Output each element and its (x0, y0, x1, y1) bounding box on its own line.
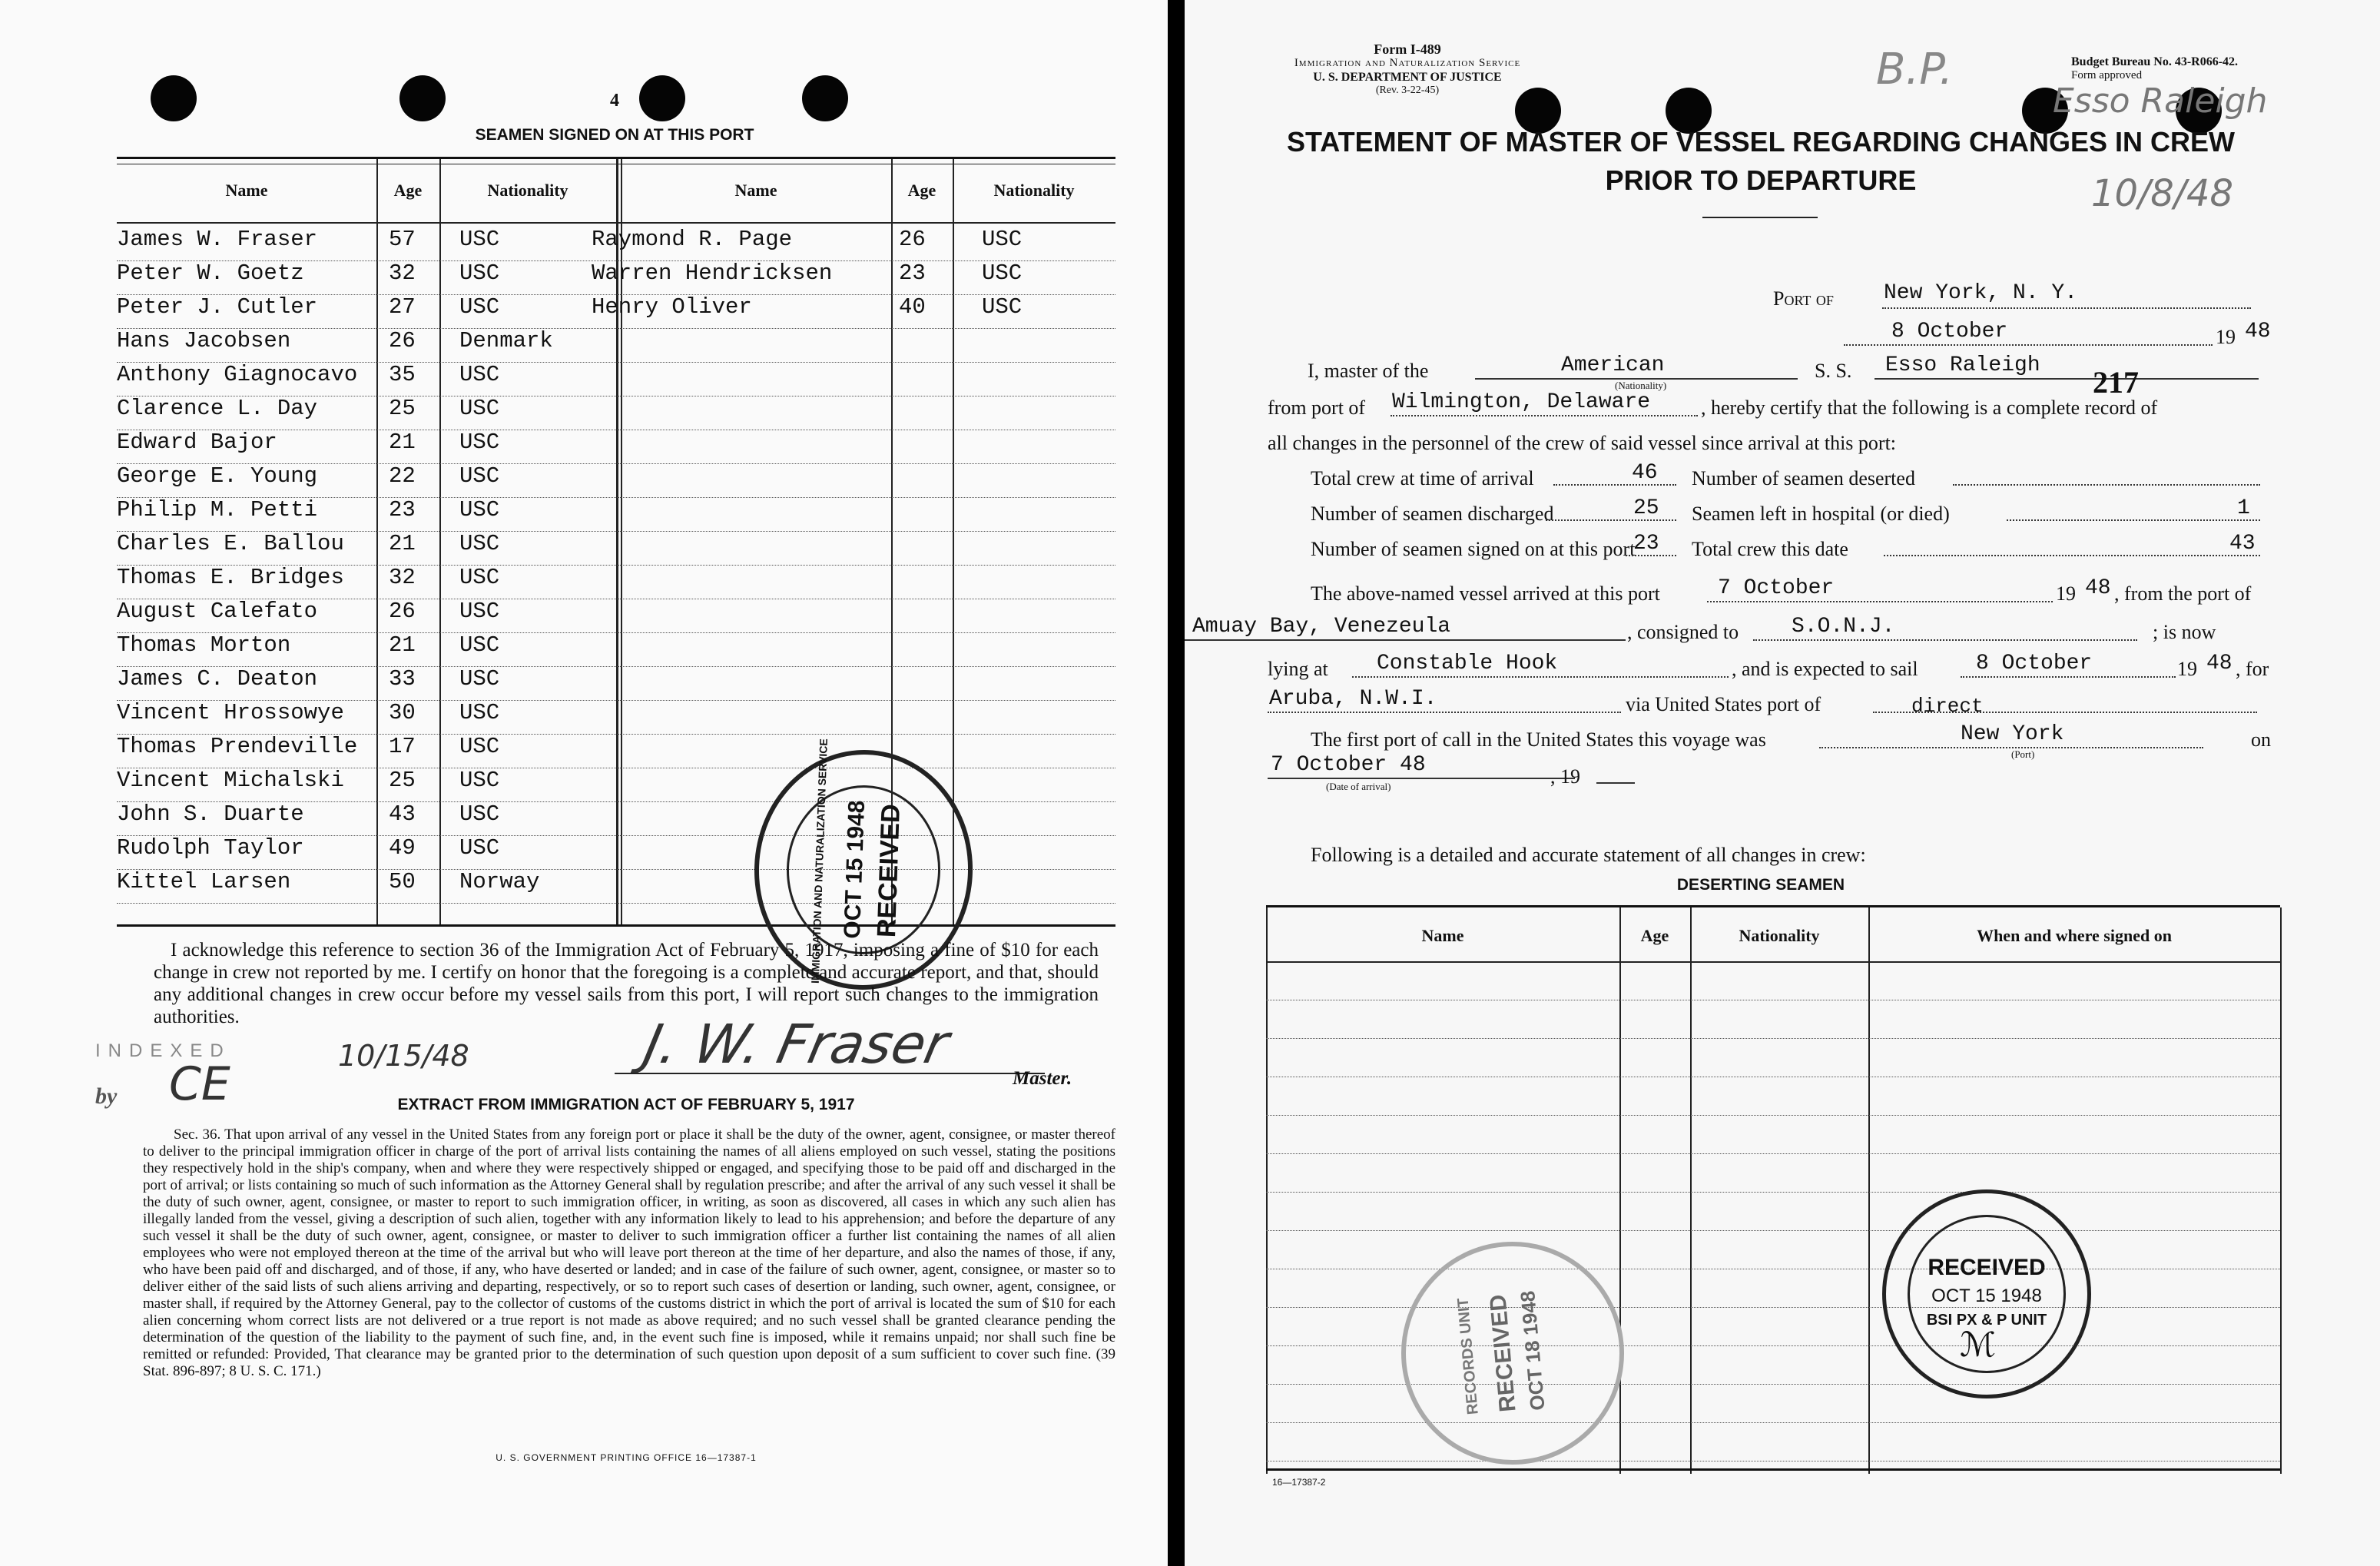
annotation-date: 10/8/48 (2091, 172, 2234, 215)
via-value: direct (1911, 695, 1984, 718)
total-arrival-value: 46 (1632, 461, 1658, 485)
budget-bureau-number: Budget Bureau No. 43-R066-42. (2071, 55, 2239, 68)
seaman-age: 26 (389, 328, 416, 353)
printer-footer: 16—17387-2 (1272, 1477, 1326, 1488)
seaman-nationality: USC (459, 294, 500, 320)
seaman-nationality: Norway (459, 869, 540, 894)
seaman-name: Anthony Giagnocavo (117, 362, 358, 387)
seaman-name: Henry Oliver (592, 294, 752, 320)
discharged-value: 25 (1633, 496, 1659, 520)
received-stamp: IMMIGRATION AND NATURALIZATION SERVICE OCT 15 1948 RECEIVED (751, 746, 977, 994)
total-date-label: Total crew this date (1692, 538, 1848, 560)
seaman-nationality: USC (459, 531, 500, 556)
annotation-ship: Esso Raleigh (2053, 81, 2268, 121)
master-of-label: I, master of the (1308, 360, 1429, 382)
ss-label: S. S. (1815, 360, 1852, 382)
deserted-label: Number of seamen deserted (1692, 467, 1915, 489)
seaman-age: 50 (389, 869, 416, 894)
seaman-age: 49 (389, 835, 416, 861)
seaman-name: Edward Bajor (117, 430, 277, 455)
column-header-age: Age (1640, 926, 1669, 945)
seaman-nationality: USC (459, 700, 500, 725)
column-header-nationality: Nationality (1739, 926, 1820, 945)
master-signature: J. W. Fraser (638, 1013, 955, 1076)
column-header-nationality: Nationality (993, 181, 1075, 200)
arrived-year-prefix: 19 (2056, 582, 2076, 605)
column-header-name: Name (225, 181, 268, 200)
port-value: New York, N. Y. (1884, 281, 2078, 305)
acknowledgement-text: I acknowledge this reference to section 36 of the Immigration Act of February 5, 1917, imposing a fine of $10 for each change in crew not reported by me. I certify on honor that the foregoing is a complete and accurate report, and that, should any additional changes in crew occur before my vessel sails from this port, I will report such changes to the immigration authorities. (154, 940, 1099, 1027)
hospital-label: Seamen left in hospital (or died) (1692, 503, 1950, 525)
printer-footer: U. S. GOVERNMENT PRINTING OFFICE 16—17387-1 (496, 1452, 757, 1463)
seaman-age: 43 (389, 801, 416, 827)
seaman-name: August Calefato (117, 599, 318, 624)
seaman-age: 23 (899, 260, 926, 286)
punch-hole (802, 75, 848, 121)
following-text: Following is a detailed and accurate statement of all changes in crew: (1311, 844, 1866, 866)
sail-label: , and is expected to sail (1732, 658, 1918, 680)
certify-text: , hereby certify that the following is a complete record of (1701, 396, 2158, 419)
hospital-value: 1 (2237, 496, 2250, 520)
for-label: , for (2236, 658, 2269, 680)
column-header-age: Age (393, 181, 423, 200)
seaman-nationality: USC (982, 294, 1023, 320)
seaman-age: 27 (389, 294, 416, 320)
left-page (0, 0, 1168, 1566)
seaman-name: Vincent Hrossowye (117, 700, 344, 725)
seaman-name: Charles E. Ballou (117, 531, 344, 556)
year-prefix: 19 (2216, 326, 2236, 348)
seaman-name: Warren Hendricksen (592, 260, 833, 286)
date-value: 8 October (1891, 320, 2008, 343)
seaman-name: Peter J. Cutler (117, 294, 318, 320)
records-stamp: RECORDS UNIT RECEIVED OCT 18 1948 (1392, 1233, 1633, 1474)
sail-value: 8 October (1976, 652, 2093, 675)
master-label: Master. (1013, 1068, 1072, 1089)
lying-value: Constable Hook (1377, 652, 1558, 675)
form-approved: Form approved (2071, 69, 2143, 81)
seaman-name: James W. Fraser (117, 227, 318, 252)
consigned-label: , consigned to (1627, 621, 1739, 643)
seaman-nationality: USC (459, 260, 500, 286)
from-the-port-label: , from the port of (2114, 582, 2252, 605)
port-label: Port of (1773, 287, 1834, 310)
seaman-name: Thomas Prendeville (117, 734, 358, 759)
discharged-label: Number of seamen discharged (1311, 503, 1554, 525)
seaman-name: John S. Duarte (117, 801, 304, 827)
on-label: on (2251, 728, 2271, 751)
signed-on-label: Number of seamen signed on at this port (1311, 538, 1636, 560)
origin-port-value: Amuay Bay, Venezeula (1192, 615, 1451, 639)
section-36-text: Sec. 36. That upon arrival of any vessel in the United States from any foreign port or place it shall be the duty of the owner, agent, consignee, or master thereof to deliver to the principal immigration officer in charge of the port of arrival lists containing the names of all aliens employed on such vessel, stating the positions they respectively hold in the ship's company, when and where they were respectively shipped or engaged, and specifying those to be paid off and discharged in the port of arrival; or lists containing so much of such information as the Attorney General shall by regulation prescribe; and after the arrival of any such vessel it shall be the duty of such owner, agent, consignee, or master to report to such immigration officer, in writing, as soon as discovered, all cases in which any such alien has illegally landed from the vessel, giving a description of such alien, together with any information likely to lead to his apprehension; and before the departure of any such vessel it shall be the duty of such owner, agent, consignee, or master to deliver to such immigration officer a further list containing the names of all alien employees who were not employed thereon at the time of the arrival but who will leave port thereon at the time of her departure, and also the names of those, if any, who have been paid off and discharged, and of those, if any, who have deserted or landed; and in case of the failure of such owner, agent, consignee, or master so to deliver either of the said lists of such aliens arriving and departing, respectively, or so to report such cases of desertion or landing, such owner, agent, consignee, or master shall, if required by the Attorney General, pay to the collector of customs of the customs district in which the port of arrival is located the sum of $10 for each alien concerning whom correct lists are not delivered or a true report is not made as above required; and no such vessel shall be granted clearance pending the determination of the question of the liability to the payment of such fine, and, in the event such fine is imposed, while it remains unpaid; nor shall such fine be remitted or refunded: Provided, That clearance may be granted prior to the determination of such question upon deposit of a sum sufficient to cover such fine. (39 Stat. 896-897; 8 U. S. C. 171.) (143, 1126, 1115, 1379)
seaman-age: 23 (389, 497, 416, 523)
seaman-nationality: USC (982, 260, 1023, 286)
seaman-name: Hans Jacobsen (117, 328, 291, 353)
seaman-age: 21 (389, 632, 416, 658)
seaman-name: Clarence L. Day (117, 396, 318, 421)
port-caption: (Port) (2011, 748, 2035, 760)
seaman-nationality: USC (982, 227, 1023, 252)
signed-on-value: 23 (1633, 532, 1659, 556)
punch-hole (639, 75, 685, 121)
destination-value: Aruba, N.W.I. (1269, 687, 1437, 711)
seaman-nationality: USC (459, 362, 500, 387)
seaman-age: 33 (389, 666, 416, 692)
seaman-age: 21 (389, 531, 416, 556)
seaman-age: 22 (389, 463, 416, 489)
ship-number: 217 (2093, 365, 2139, 400)
column-header-name: Name (734, 181, 777, 200)
sail-year-prefix: 19 (2177, 658, 2197, 680)
seamen-table (117, 157, 1115, 925)
seaman-nationality: USC (459, 666, 500, 692)
seaman-name: Raymond R. Page (592, 227, 793, 252)
is-now-label: ; is now (2153, 621, 2216, 643)
revision-date: (Rev. 3-22-45) (1375, 85, 1440, 96)
extract-title: EXTRACT FROM IMMIGRATION ACT OF FEBRUARY 5, 1917 (397, 1096, 855, 1113)
total-arrival-label: Total crew at time of arrival (1311, 467, 1534, 489)
seaman-name: Thomas Morton (117, 632, 291, 658)
first-port-value: New York (1961, 722, 2064, 746)
seaman-name: George E. Young (117, 463, 318, 489)
seaman-nationality: Denmark (459, 328, 553, 353)
arrived-value: 7 October (1718, 576, 1835, 600)
seaman-name: Rudolph Taylor (117, 835, 304, 861)
seaman-name: Thomas E. Bridges (117, 565, 344, 590)
seaman-age: 25 (389, 396, 416, 421)
received-stamp: RECEIVED OCT 15 1948 BSI PX & P UNIT ℳ (1882, 1189, 2091, 1398)
seaman-age: 32 (389, 565, 416, 590)
date-caption: (Date of arrival) (1326, 781, 1391, 792)
seaman-name: Peter W. Goetz (117, 260, 304, 286)
first-port-label: The first port of call in the United States this voyage was (1311, 728, 1766, 751)
nineteen-label: , 19 (1550, 765, 1580, 788)
nationality-value: American (1561, 353, 1665, 377)
column-header-signed-on: When and where signed on (1977, 926, 2172, 945)
arrived-label: The above-named vessel arrived at this port (1311, 582, 1660, 605)
deserting-seamen-heading: DESERTING SEAMEN (1676, 876, 1845, 894)
seaman-age: 25 (389, 768, 416, 793)
column-header-nationality: Nationality (487, 181, 568, 200)
seaman-age: 26 (899, 227, 926, 252)
annotation-bp: B.P. (1876, 45, 1954, 95)
seaman-name: Kittel Larsen (117, 869, 291, 894)
indexed-date: 10/15/48 (338, 1039, 469, 1073)
section-heading: SEAMEN SIGNED ON AT THIS PORT (475, 126, 754, 144)
department-name: U. S. DEPARTMENT OF JUSTICE (1313, 71, 1502, 84)
seaman-nationality: USC (459, 801, 500, 827)
lying-label: lying at (1268, 658, 1328, 680)
column-header-age: Age (907, 181, 936, 200)
from-port-label: from port of (1268, 396, 1366, 419)
via-label: via United States port of (1626, 693, 1821, 715)
seaman-nationality: USC (459, 835, 500, 861)
from-port-value: Wilmington, Delaware (1392, 390, 1651, 414)
seaman-name: Vincent Michalski (117, 768, 344, 793)
sail-year: 48 (2206, 652, 2232, 675)
seaman-nationality: USC (459, 734, 500, 759)
seaman-nationality: USC (459, 565, 500, 590)
by-label: by (95, 1083, 118, 1109)
nationality-caption: (Nationality) (1615, 380, 1667, 391)
seaman-nationality: USC (459, 430, 500, 455)
seaman-nationality: USC (459, 227, 500, 252)
seaman-name: Philip M. Petti (117, 497, 318, 523)
seaman-nationality: USC (459, 768, 500, 793)
seaman-name: James C. Deaton (117, 666, 318, 692)
form-number: Form I-489 (1374, 41, 1441, 57)
form-title-line-2: PRIOR TO DEPARTURE (1605, 164, 1917, 196)
seaman-nationality: USC (459, 463, 500, 489)
changes-text: all changes in the personnel of the crew of said vessel since arrival at this port: (1268, 432, 1897, 454)
first-arrival-date-value: 7 October 48 (1271, 753, 1426, 777)
page-number: 4 (610, 91, 619, 111)
seaman-age: 26 (389, 599, 416, 624)
right-page (1185, 0, 2380, 1566)
arrived-year: 48 (2085, 576, 2111, 600)
seaman-age: 30 (389, 700, 416, 725)
punch-hole (399, 75, 446, 121)
consignee-value: S.O.N.J. (1792, 615, 1895, 639)
seaman-nationality: USC (459, 497, 500, 523)
seaman-age: 35 (389, 362, 416, 387)
seaman-age: 57 (389, 227, 416, 252)
indexed-stamp: INDEXED (95, 1040, 231, 1061)
indexed-initials: CE (169, 1057, 230, 1111)
seaman-nationality: USC (459, 599, 500, 624)
seaman-age: 32 (389, 260, 416, 286)
punch-hole (151, 75, 197, 121)
seaman-nationality: USC (459, 396, 500, 421)
form-title-line-1: STATEMENT OF MASTER OF VESSEL REGARDING CHANGES IN CREW (1286, 126, 2236, 158)
year-value: 48 (2245, 320, 2271, 343)
seaman-age: 17 (389, 734, 416, 759)
seaman-nationality: USC (459, 632, 500, 658)
seaman-age: 40 (899, 294, 926, 320)
total-date-value: 43 (2229, 532, 2256, 556)
ship-value: Esso Raleigh (1885, 353, 2040, 377)
agency-name: Immigration and Naturalization Service (1294, 57, 1521, 69)
column-header-name: Name (1421, 926, 1464, 945)
seaman-age: 21 (389, 430, 416, 455)
